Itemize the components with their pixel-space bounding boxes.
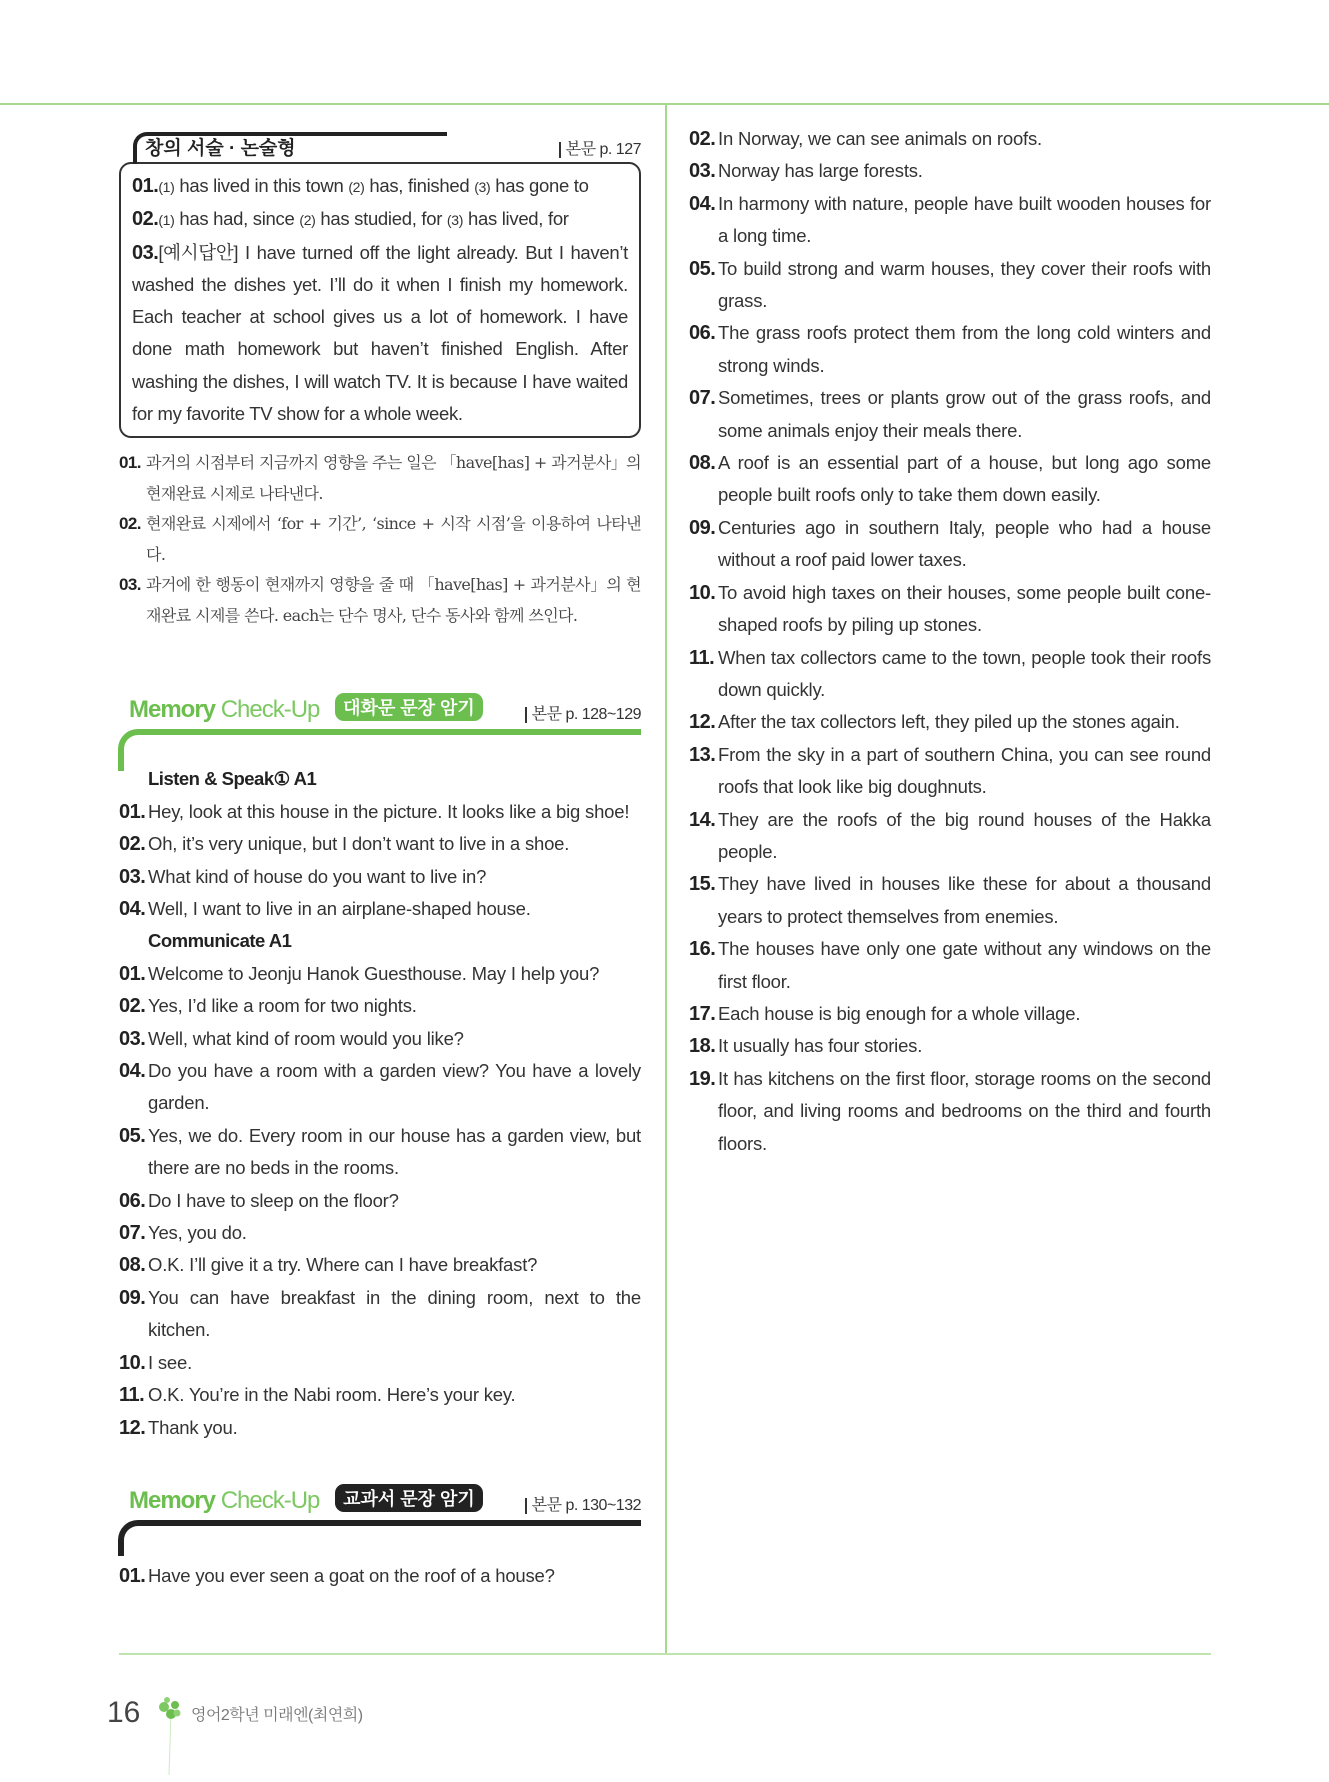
section-badge: 교과서 문장 암기: [335, 1484, 483, 1512]
creative-header: [119, 130, 641, 162]
heading-light: Check-Up: [220, 696, 320, 724]
list-item: [119, 1055, 641, 1120]
part-label: (1): [158, 212, 175, 229]
explanation-notes: [119, 448, 641, 631]
item-number: 17.: [689, 1002, 716, 1025]
item-number: 19.: [689, 1067, 716, 1090]
section-bar: [118, 1520, 641, 1556]
item-text: Have you ever seen a goat on the roof of a house?: [148, 1564, 555, 1586]
list-item: [119, 893, 641, 925]
item-number: 06.: [119, 1189, 146, 1212]
list-item: [119, 828, 641, 860]
list-item: [119, 1120, 641, 1185]
item-number: 07.: [689, 387, 716, 410]
part-text: has studied, for: [315, 208, 447, 230]
item-text: To build strong and warm houses, they cover their roofs with grass.: [718, 257, 1211, 312]
item-number: 07.: [119, 1222, 146, 1245]
item-text: Centuries ago in southern Italy, people who had a house without a roof paid lower taxes.: [718, 516, 1211, 571]
part-text: has had, since: [174, 208, 300, 230]
item-number: 05.: [119, 1124, 146, 1147]
item-text: They have lived in houses like these for about a thousand years to protect themselves from enemies.: [718, 873, 1211, 927]
item-number: 15.: [689, 873, 716, 896]
page-reference: 본문 p. 128~129: [525, 707, 641, 723]
item-text: The grass roofs protect them from the long cold winters and strong winds.: [718, 322, 1211, 376]
list-item: [689, 998, 1211, 1030]
item-text: When tax collectors came to the town, people took their roofs down quickly.: [718, 646, 1211, 700]
answer-text: [예시답안] I have turned off the light already. But I haven’t washed the dishes yet. I’ll do it when I finish my homework. Each teacher at school gives us a lot of homework. I have done math homework but haven’t finished English. After washing the dishes, I will watch TV. It is because I have waited for my favorite TV show for a whole week.: [132, 241, 628, 425]
list-item: [119, 796, 641, 828]
item-text: Welcome to Jeonju Hanok Guesthouse. May I help you?: [148, 962, 600, 984]
heading-bold: Memory: [129, 696, 216, 724]
page-reference: 본문 p. 130~132: [525, 1498, 641, 1514]
item-number: 03.: [119, 865, 146, 888]
list-item: [119, 1217, 641, 1249]
note-number: 02.: [119, 514, 141, 534]
item-number: 01.: [119, 962, 146, 985]
item-text: It usually has four stories.: [718, 1035, 923, 1057]
part-text: has, finished: [364, 175, 475, 196]
memory-checkup-header: [119, 1484, 641, 1520]
list-item: [689, 317, 1211, 382]
item-text: Do you have a room with a garden view? You have a lovely garden.: [148, 1060, 641, 1114]
note-number: 03.: [119, 575, 141, 595]
part-label: (3): [474, 179, 491, 195]
column-divider: [665, 104, 667, 1654]
item-text: In harmony with nature, people have built wooden houses for a long time.: [718, 192, 1211, 247]
note-text: 현재완료 시제에서 ‘for + 기간’, ‘since + 시작 시점’을 이용하여 나타낸다.: [146, 514, 641, 564]
note-number: 01.: [119, 453, 141, 473]
item-number: 02.: [119, 995, 146, 1018]
item-number: 08.: [689, 452, 716, 475]
part-label: (2): [348, 179, 365, 195]
item-text: Do I have to sleep on the floor?: [148, 1189, 399, 1211]
item-text: They are the roofs of the big round houses of the Hakka people.: [718, 808, 1211, 862]
item-text: O.K. I’ll give it a try. Where can I have breakfast?: [148, 1254, 538, 1276]
item-number: 01.: [119, 800, 146, 823]
note-item: [119, 448, 641, 509]
answer-03: [132, 237, 628, 431]
item-text: A roof is an essential part of a house, but long ago some people built roofs only to take them down easily.: [718, 452, 1211, 506]
item-text: Yes, I’d like a room for two nights.: [148, 995, 417, 1017]
item-number: 03.: [689, 160, 716, 183]
item-text: What kind of house do you want to live in?: [148, 865, 487, 887]
part-label: (1): [158, 179, 175, 195]
item-text: To avoid high taxes on their houses, some people built cone-shaped roofs by piling up stones.: [718, 581, 1211, 636]
item-number: 08.: [119, 1254, 146, 1277]
answer-box: [119, 162, 641, 438]
item-text: From the sky in a part of southern China, you can see round roofs that look like big doughnuts.: [718, 743, 1211, 798]
item-number: 01.: [119, 1564, 146, 1587]
item-number: 14.: [689, 808, 716, 831]
part-text: has gone to: [490, 175, 589, 196]
list-item: [119, 1023, 641, 1055]
item-number: 09.: [689, 516, 716, 539]
item-text: O.K. You’re in the Nabi room. Here’s your key.: [148, 1384, 516, 1406]
item-number: 05.: [689, 257, 716, 280]
item-number: 04.: [119, 1060, 146, 1083]
list-item: [119, 1412, 641, 1444]
note-text: 과거에 한 행동이 현재까지 영향을 줄 때 「have[has] + 과거분사」의 현재완료 시제를 쓴다. each는 단수 명사, 단수 동사와 함께 쓰인다.: [146, 575, 641, 625]
item-text: Each house is big enough for a whole village.: [718, 1002, 1081, 1024]
item-text: In Norway, we can see animals on roofs.: [718, 128, 1042, 149]
memory-checkup-heading: [129, 693, 483, 724]
list-item: [689, 577, 1211, 642]
dialogue-list: [119, 763, 641, 1444]
item-text: Oh, it’s very unique, but I don’t want to live in a shoe.: [148, 833, 570, 855]
note-item: [119, 570, 641, 631]
part-label: (3): [446, 212, 464, 229]
item-text: After the tax collectors left, they piled up the stones again.: [718, 711, 1180, 733]
list-item: [119, 1249, 641, 1281]
item-number: 03.: [119, 1027, 146, 1050]
list-item: [689, 868, 1211, 933]
item-number: 10.: [119, 1351, 146, 1374]
item-text: Sometimes, trees or plants grow out of the grass roofs, and some animals enjoy their meals there.: [718, 387, 1211, 441]
section-title: 창의 서술 · 논술형: [145, 138, 296, 159]
item-number: 16.: [689, 938, 716, 961]
item-number: 12.: [689, 711, 716, 734]
list-item: [689, 155, 1211, 187]
item-number: 10.: [689, 581, 716, 604]
item-text: The houses have only one gate without any windows on the first floor.: [718, 938, 1211, 992]
heading-light: Check-Up: [220, 1486, 320, 1514]
item-text: Well, I want to live in an airplane-shaped house.: [148, 898, 531, 919]
leaf-logo-icon: [157, 1697, 183, 1782]
list-item: [119, 1347, 641, 1379]
textbook-list-right: [689, 123, 1211, 1160]
part-text: has lived, for: [463, 208, 569, 230]
list-item: [689, 706, 1211, 738]
list-item: [689, 512, 1211, 577]
group-title: Communicate A1: [148, 930, 292, 952]
list-item: [119, 1560, 641, 1592]
page-number: 16: [107, 1696, 141, 1729]
section-badge: 대화문 문장 암기: [335, 693, 483, 721]
answer-number: 02.: [132, 208, 159, 231]
item-number: 18.: [689, 1035, 716, 1058]
item-text: Hey, look at this house in the picture. It looks like a big shoe!: [148, 800, 630, 822]
answer-02: [132, 203, 628, 236]
list-item: [689, 804, 1211, 869]
list-item: [689, 188, 1211, 253]
part-text: has lived in this town: [174, 175, 349, 196]
left-column: [119, 130, 641, 1592]
list-item: [119, 958, 641, 990]
item-number: 02.: [689, 128, 716, 150]
item-number: 11.: [119, 1384, 145, 1407]
list-item: [689, 253, 1211, 318]
item-number: 06.: [689, 322, 716, 345]
textbook-list-left: [119, 1560, 641, 1592]
item-text: Yes, we do. Every room in our house has a garden view, but there are no beds in the rooms.: [148, 1124, 641, 1179]
list-item: [689, 933, 1211, 998]
item-number: 02.: [119, 833, 146, 856]
item-text: Norway has large forests.: [718, 160, 923, 182]
item-number: 09.: [119, 1286, 146, 1309]
item-number: 04.: [119, 898, 146, 920]
list-item: [119, 990, 641, 1022]
item-number: 12.: [119, 1416, 146, 1439]
answer-number: 03.: [132, 241, 159, 264]
list-item: [119, 1185, 641, 1217]
item-text: Yes, you do.: [148, 1222, 247, 1244]
item-text: I see.: [148, 1351, 193, 1373]
list-item: [689, 642, 1211, 707]
list-item: [689, 447, 1211, 512]
list-item: [119, 1379, 641, 1411]
list-item: [119, 861, 641, 893]
book-title: 영어2학년 미래엔(최연희): [191, 1707, 363, 1724]
item-text: It has kitchens on the first floor, storage rooms on the second floor, and living rooms and bedrooms on the third and fourth floors.: [718, 1067, 1211, 1154]
item-number: 11.: [689, 646, 715, 669]
note-text: 과거의 시점부터 지금까지 영향을 주는 일은 「have[has] + 과거분사」의 현재완료 시제로 나타낸다.: [146, 453, 641, 503]
page-reference: 본문 p. 127: [559, 142, 641, 158]
note-item: [119, 509, 641, 570]
item-number: 04.: [689, 192, 716, 215]
list-item: [689, 1030, 1211, 1062]
item-number: 13.: [689, 743, 716, 766]
group-title: Listen & Speak① A1: [148, 768, 317, 790]
list-item: [119, 1282, 641, 1347]
answer-01: [132, 170, 628, 203]
memory-checkup-heading: [129, 1484, 483, 1515]
list-item: [689, 382, 1211, 447]
part-label: (2): [299, 212, 316, 229]
item-text: Thank you.: [148, 1416, 238, 1438]
heading-bold: Memory: [129, 1486, 216, 1514]
item-text: You can have breakfast in the dining room, next to the kitchen.: [148, 1286, 641, 1341]
memory-checkup-header: [119, 693, 641, 729]
list-item: [689, 739, 1211, 804]
bottom-rule: [119, 1653, 1211, 1655]
list-item: [689, 123, 1211, 155]
answer-number: 01.: [132, 175, 159, 197]
item-text: Well, what kind of room would you like?: [148, 1027, 464, 1049]
list-item: [689, 1063, 1211, 1160]
